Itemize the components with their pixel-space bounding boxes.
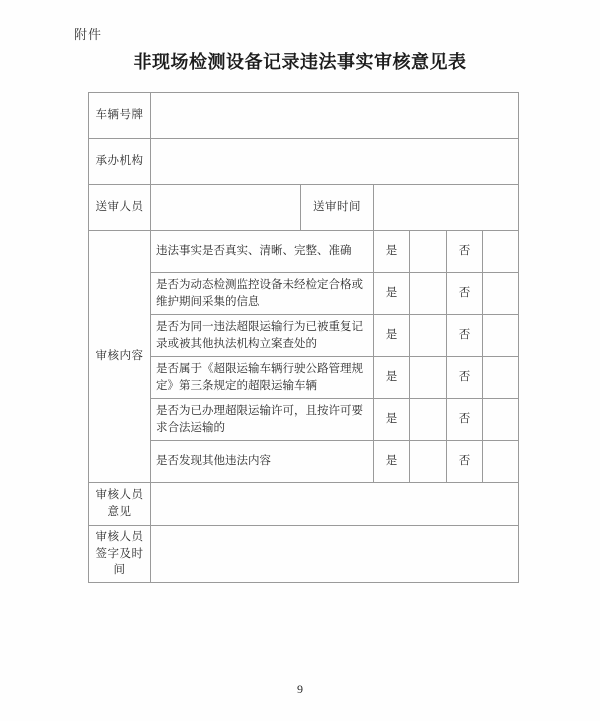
field-reviewer-opinion[interactable] [151,483,519,526]
review-item-yes-checkbox-4[interactable] [410,357,447,399]
table-row-handling-agency [89,139,519,185]
review-item-no-checkbox-3[interactable] [483,315,519,357]
review-item-text-3: 是否为同一违法超限运输行为已被重复记录或被其他执法机构立案查处的 [151,315,374,357]
label-vehicle-plate: 车辆号牌 [89,93,151,139]
table-row-vehicle-plate [89,93,519,139]
review-item-yes-3: 是 [374,315,410,357]
review-item-yes-checkbox-2[interactable] [410,273,447,315]
label-reviewer-opinion-line1: 审核人员 [95,489,144,502]
review-item-yes-1: 是 [374,231,410,273]
review-form-table [88,92,519,583]
review-item-no-6: 否 [447,441,483,483]
review-item-no-checkbox-1[interactable] [483,231,519,273]
label-reviewer-opinion-line2: 意见 [107,506,132,518]
review-item-text-1: 违法事实是否真实、清晰、完整、准确 [151,231,374,273]
label-handling-agency: 承办机构 [89,139,151,185]
field-submitter[interactable] [151,185,301,231]
table-row-review-item-1 [89,231,519,273]
table-row-submitter [89,185,519,231]
review-item-text-2: 是否为动态检测监控设备未经检定合格或维护期间采集的信息 [151,273,374,315]
review-item-yes-checkbox-6[interactable] [410,441,447,483]
review-item-no-checkbox-6[interactable] [483,441,519,483]
page-number: 9 [297,682,303,696]
review-item-text-6: 是否发现其他违法内容 [151,441,374,483]
field-vehicle-plate[interactable] [151,93,519,139]
review-item-text-5: 是否为已办理超限运输许可，且按许可要求合法运输的 [151,399,374,441]
field-reviewer-signature[interactable] [151,526,519,583]
review-item-text-4: 是否属于《超限运输车辆行驶公路管理规定》第三条规定的超限运输车辆 [151,357,374,399]
review-item-no-checkbox-5[interactable] [483,399,519,441]
review-item-yes-4: 是 [374,357,410,399]
attachment-label: 附件 [74,27,103,42]
field-submit-time[interactable] [374,185,519,231]
label-reviewer-signature [89,526,151,583]
review-item-no-1: 否 [447,231,483,273]
review-item-no-2: 否 [447,273,483,315]
table-row-review-item-4 [89,357,519,399]
review-item-yes-checkbox-3[interactable] [410,315,447,357]
review-item-no-5: 否 [447,399,483,441]
review-item-yes-6: 是 [374,441,410,483]
label-reviewer-signature-line2: 签字及时 [95,547,144,560]
review-item-no-checkbox-2[interactable] [483,273,519,315]
table-row-review-item-6 [89,441,519,483]
label-reviewer-signature-line1: 审核人员 [95,531,144,543]
label-reviewer-signature-line3: 间 [113,564,126,577]
page-title: 非现场检测设备记录违法事实审核意见表 [133,52,467,72]
label-submitter: 送审人员 [89,185,151,231]
review-item-yes-checkbox-1[interactable] [410,231,447,273]
label-review-content: 审核内容 [89,231,151,483]
table-row-review-item-3 [89,315,519,357]
table-row-reviewer-signature [89,526,519,583]
table-row-review-item-2 [89,273,519,315]
review-item-yes-5: 是 [374,399,410,441]
review-item-no-3: 否 [447,315,483,357]
table-row-review-item-5 [89,399,519,441]
table-row-reviewer-opinion [89,483,519,526]
review-item-yes-checkbox-5[interactable] [410,399,447,441]
review-item-no-checkbox-4[interactable] [483,357,519,399]
review-item-no-4: 否 [447,357,483,399]
label-submit-time: 送审时间 [301,185,374,231]
field-handling-agency[interactable] [151,139,519,185]
label-reviewer-opinion [89,483,151,526]
review-item-yes-2: 是 [374,273,410,315]
